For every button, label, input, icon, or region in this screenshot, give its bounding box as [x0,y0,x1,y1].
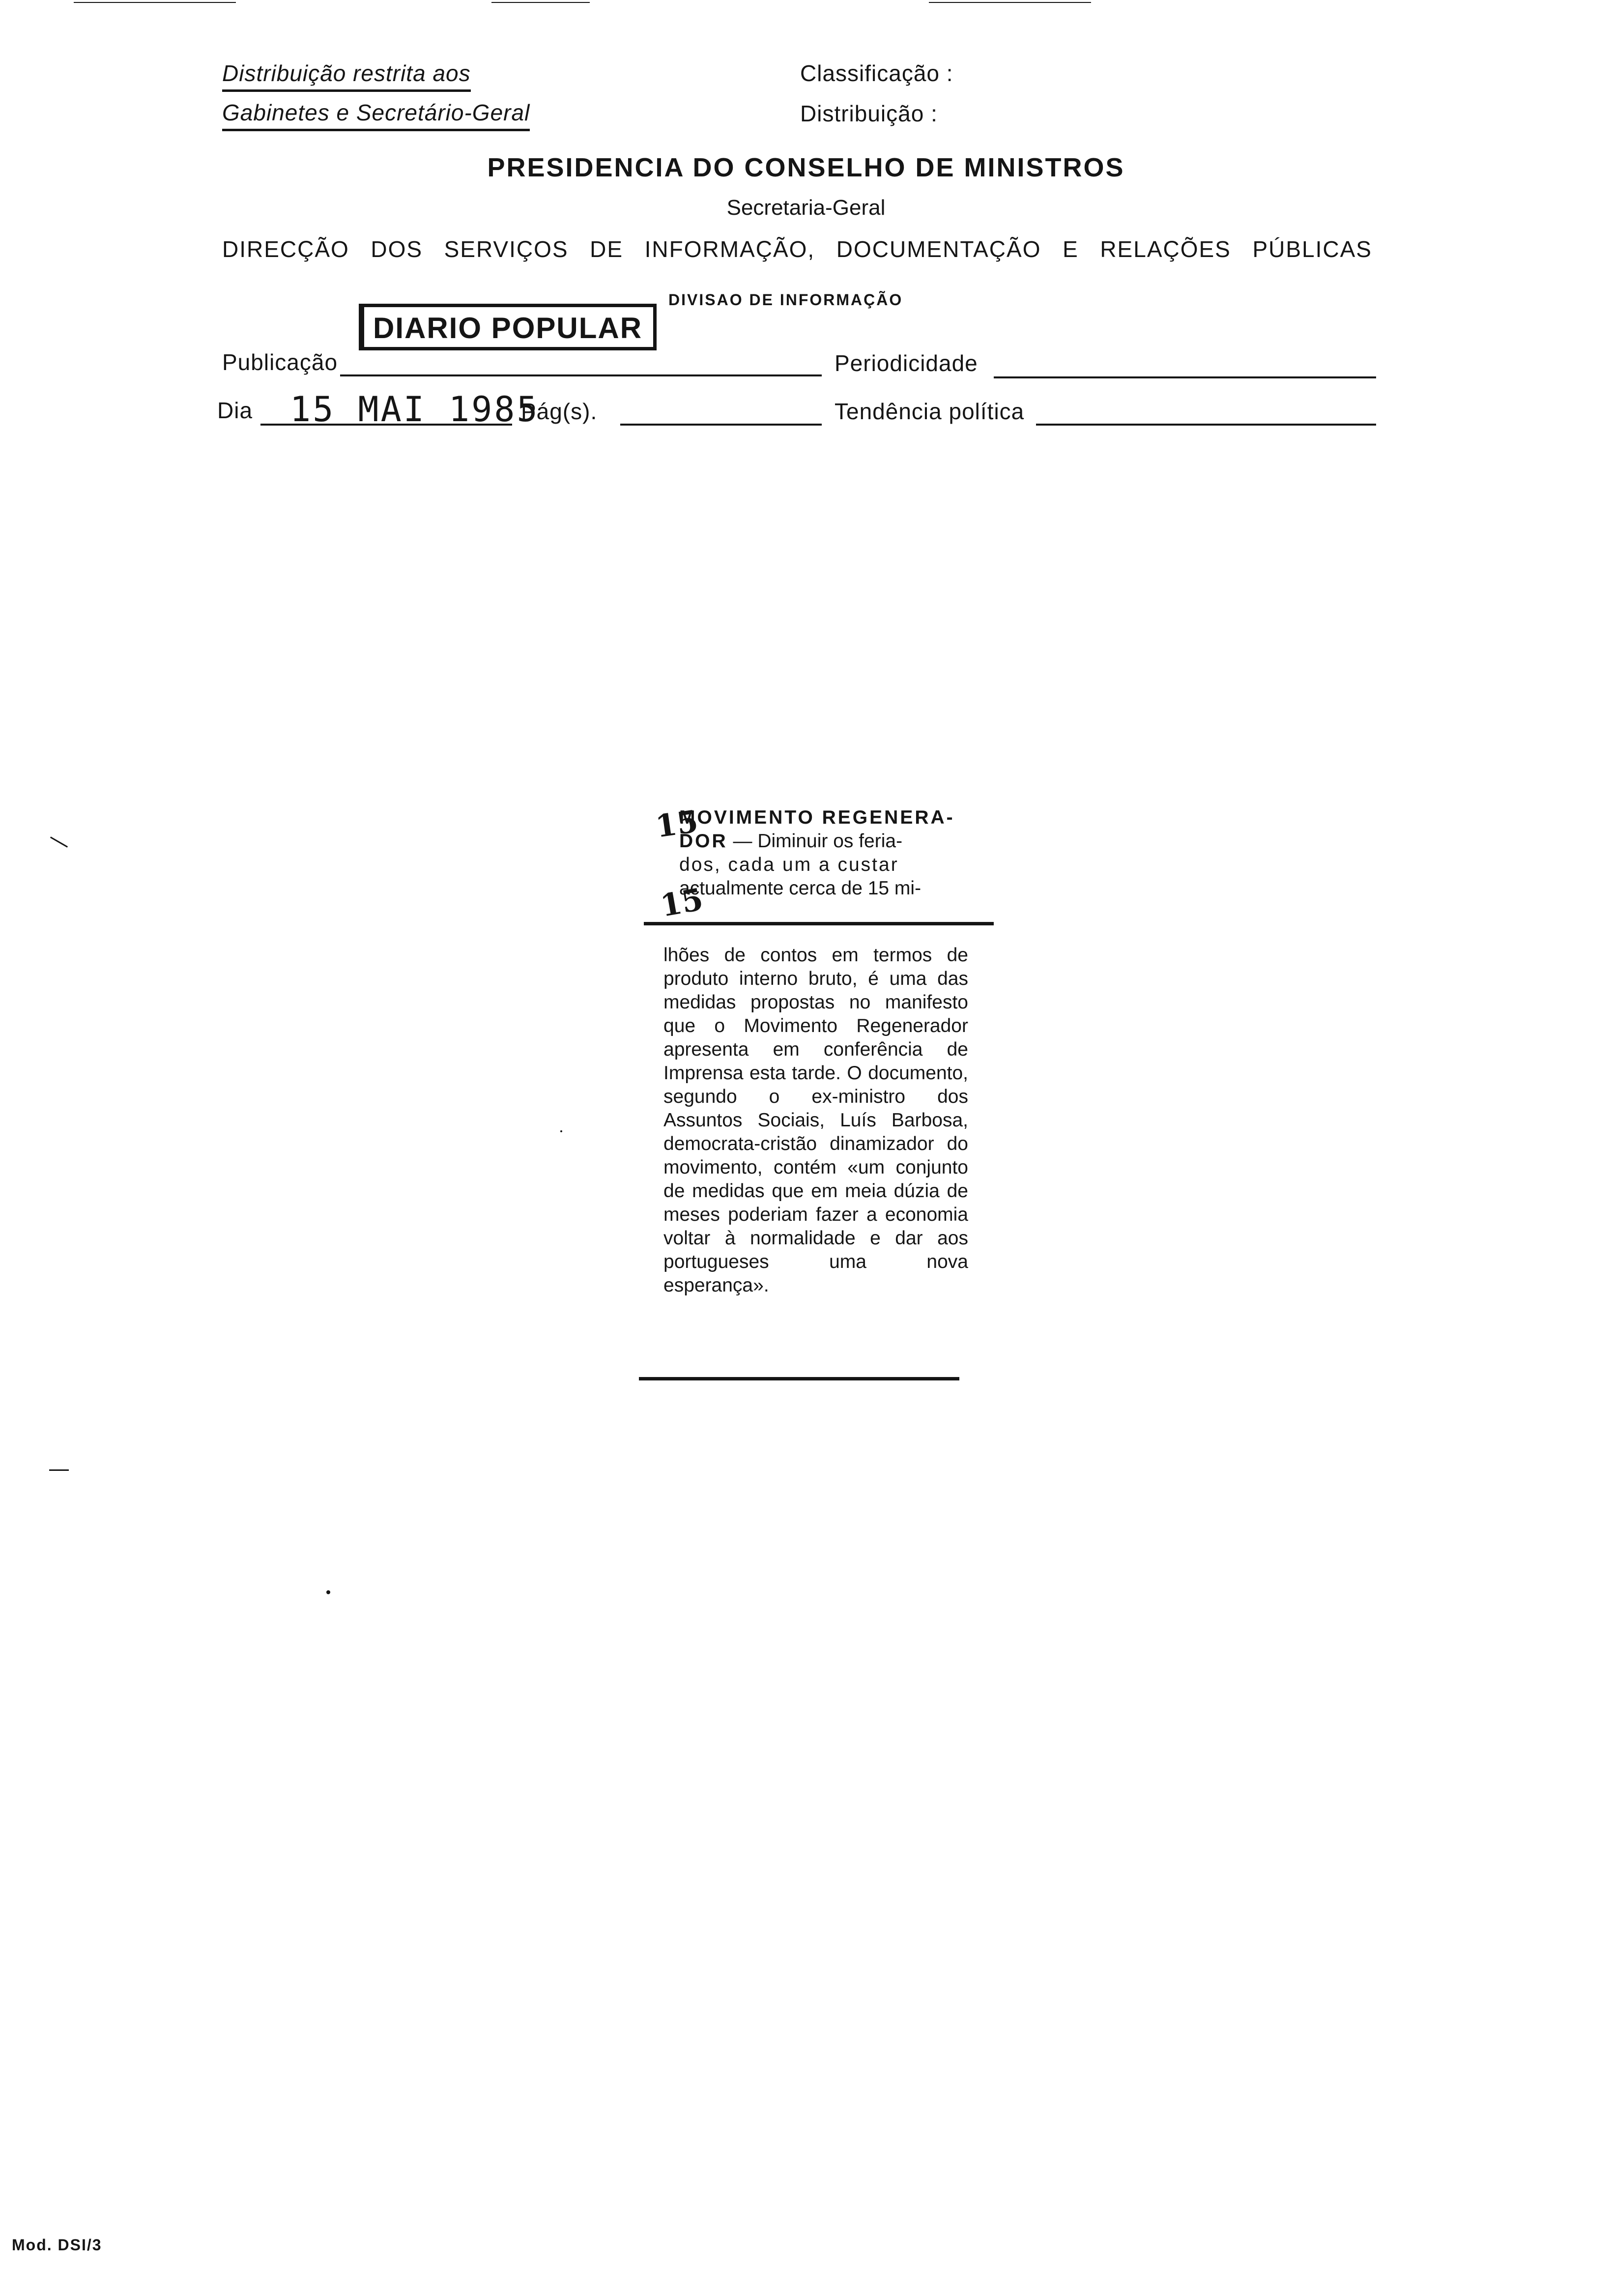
newspaper-clipping [649,803,984,1296]
department-word: PÚBLICAS [1252,236,1372,262]
page-subtitle: Secretaria-Geral [726,196,886,220]
clipping-body: lhões de contos em termos de produto interno bruto, é uma das medidas propostas no manifesto que o Movimento Regenerador apresenta em conferência de Imprensa esta tarde. O documento, segundo o ex-ministro dos Assuntos Sociais, Luís Barbosa, democrata-cristão dinamizador do movimento, contém «um conjunto de medidas que em meia dúzia de meses poderiam fazer a economia voltar à normalidade e dar aos portugueses uma nova esperança». [663,945,968,1296]
clipping-lead-line3: dos, cada um a custar [679,854,899,875]
day-label: Dia [217,398,253,423]
clipping-lead [679,806,984,900]
publication-label: Publicação [222,349,338,375]
clipping-lead-line2: DOR — Diminuir os feria- [679,831,903,852]
publication-stamp: DIARIO POPULAR [359,304,657,350]
department-word: RELAÇÕES [1100,236,1231,262]
handwritten-mark: 15 [653,803,700,845]
clipping-lead-line4: actualmente cerca de 15 mi- [679,878,921,899]
scan-speck [326,1590,330,1594]
restricted-distribution-line1: Distribuição restrita aos [222,60,471,92]
classification-label: Classificação : [800,60,953,86]
date-stamp: 15 MAI 1985 [290,389,540,430]
periodicity-label: Periodicidade [835,350,978,376]
periodicity-line [994,376,1376,378]
department-word: SERVIÇOS [444,236,569,262]
division-label: DIVISAO DE INFORMAÇÃO [668,291,903,309]
department-word: DIRECÇÃO [222,236,349,262]
political-tendency-label: Tendência política [835,399,1025,424]
department-line [222,236,1372,262]
page-title: PRESIDENCIA DO CONSELHO DE MINISTROS [487,153,1125,182]
form-model-code: Mod. DSI/3 [12,2236,102,2254]
scan-mark [491,2,590,3]
pages-label: Pág(s). [521,399,598,424]
political-tendency-line [1036,424,1376,426]
scan-mark [929,2,1091,3]
department-word: DOCUMENTAÇÃO [836,236,1041,262]
handwritten-mark-lower: 15 [658,881,706,924]
clipping-separator [644,922,994,925]
department-word: E [1063,236,1079,262]
distribution-label: Distribuição : [800,101,938,126]
scan-speck [49,1469,69,1471]
department-word: INFORMAÇÃO, [644,236,815,262]
restricted-distribution-line2: Gabinetes e Secretário-Geral [222,99,530,131]
publication-line [340,374,822,376]
scan-mark [74,2,236,3]
pages-line [620,424,822,426]
scan-speck [560,1130,562,1132]
clipping-lead-line1: MOVIMENTO REGENERA- [679,807,955,828]
department-word: DE [590,236,624,262]
department-word: DOS [371,236,423,262]
clipping-bottom-rule [639,1377,959,1380]
scan-speck [50,836,68,848]
